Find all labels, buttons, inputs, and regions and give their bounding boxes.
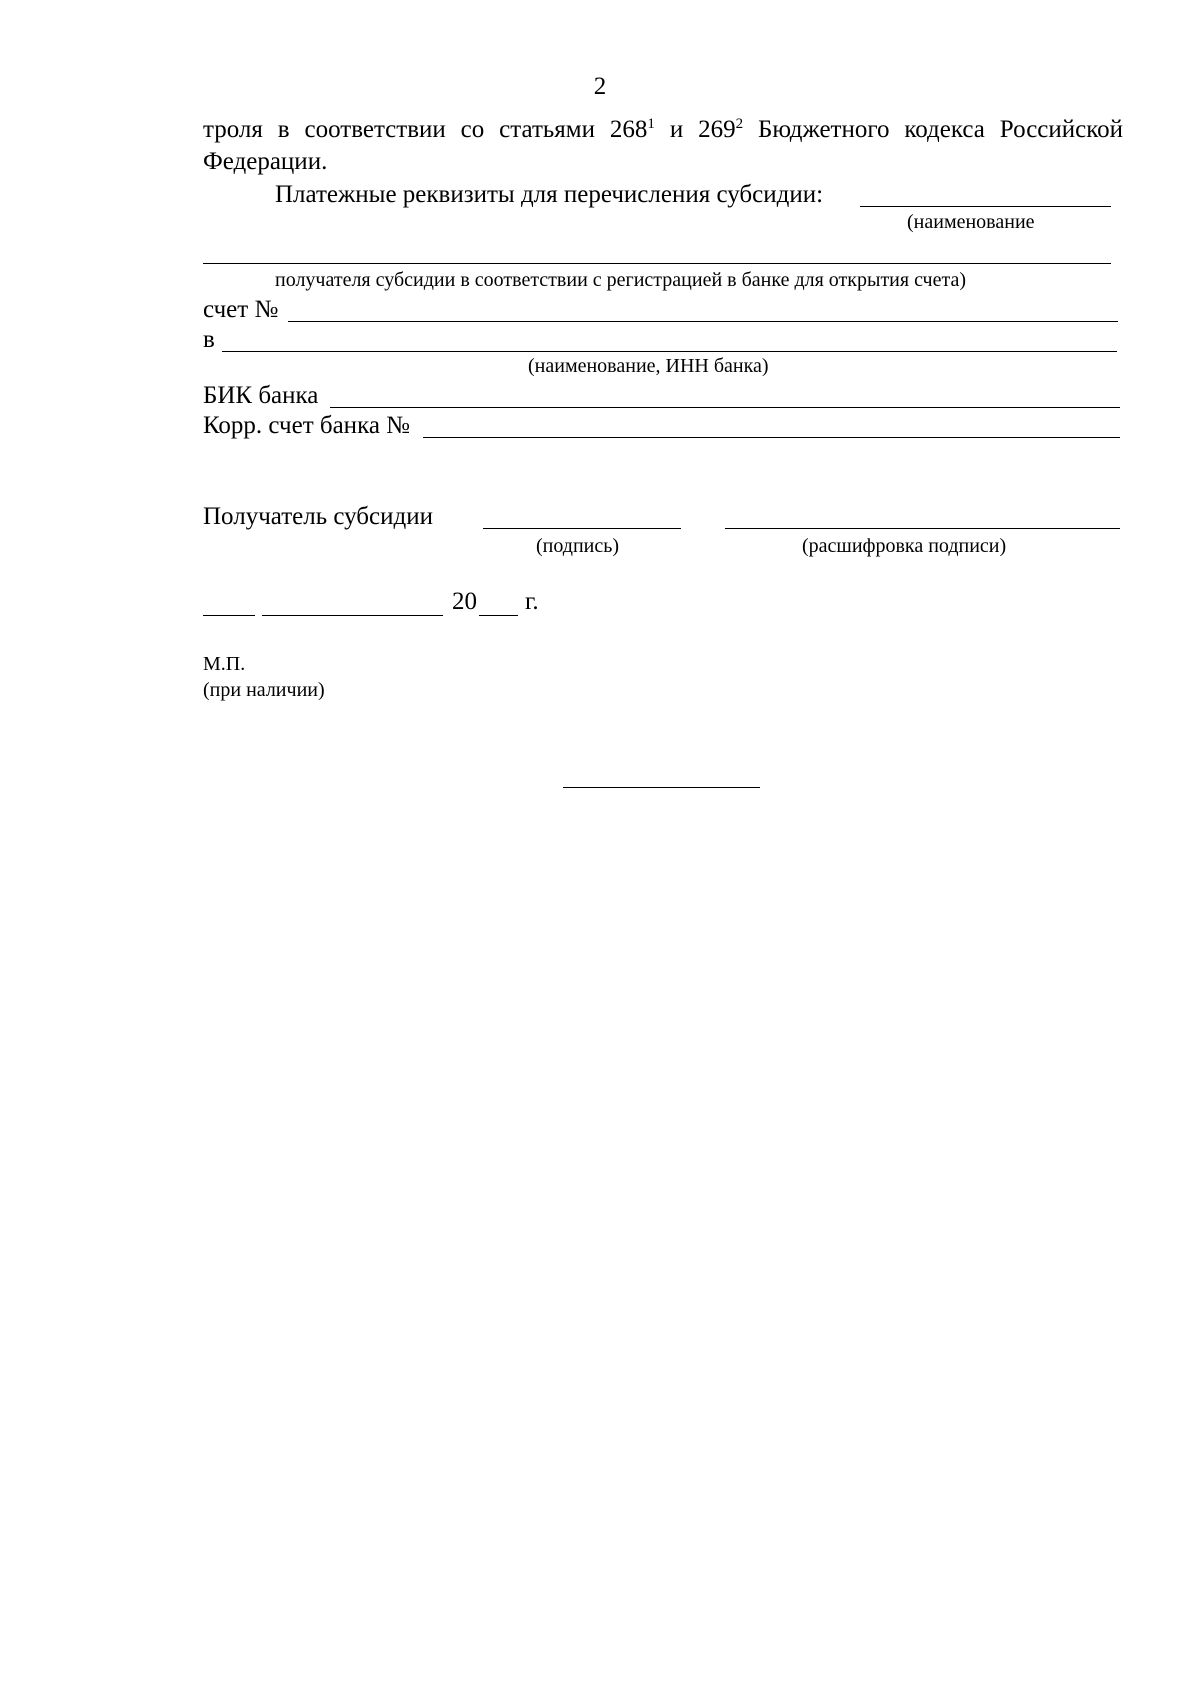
hint-signature-decoding: (расшифровка подписи)	[802, 535, 1007, 557]
intro-paragraph-line-2: Федерации.	[203, 148, 328, 175]
date-year-suffix: г.	[525, 588, 539, 615]
hint-recipient: получателя субсидии в соответствии с регистрацией в банке для открытия счета)	[275, 269, 967, 291]
superscript-2: 2	[735, 116, 744, 132]
payment-details-label: Платежные реквизиты для перечисления субсидии:	[275, 181, 824, 208]
signature-decoding-blank-line	[725, 528, 1120, 529]
date-month-blank-line	[262, 615, 443, 616]
stamp-label: М.П.	[203, 653, 246, 675]
intro-text-start: троля в соответствии со статьями 268	[203, 116, 648, 143]
page-number: 2	[593, 73, 607, 100]
closing-separator-line	[563, 787, 760, 788]
recipient-name-blank-line	[203, 263, 1111, 264]
account-number-blank-line	[288, 321, 1118, 322]
intro-text-end: Бюджетного кодекса Российской	[743, 116, 1123, 143]
bik-label: БИК банка	[203, 382, 319, 409]
superscript-1: 1	[647, 116, 655, 132]
date-day-blank-line	[203, 615, 255, 616]
recipient-signature-label: Получатель субсидии	[203, 503, 433, 530]
bik-blank-line	[330, 407, 1120, 408]
payment-details-blank-line	[860, 206, 1111, 207]
intro-text-mid: и 269	[654, 116, 736, 143]
correspondent-account-blank-line	[423, 437, 1120, 438]
intro-paragraph-line-1	[203, 115, 1123, 145]
hint-bank: (наименование, ИНН банка)	[528, 355, 769, 377]
bank-in-label: в	[203, 326, 215, 353]
stamp-note: (при наличии)	[203, 679, 325, 701]
hint-name: (наименование	[907, 211, 1035, 233]
signature-blank-line	[483, 528, 681, 529]
hint-signature: (подпись)	[536, 535, 620, 557]
date-year-prefix: 20	[452, 588, 477, 615]
account-number-label: счет №	[203, 296, 279, 323]
correspondent-account-label: Корр. счет банка №	[203, 412, 411, 439]
date-year-blank-line	[479, 615, 518, 616]
bank-name-blank-line	[222, 351, 1117, 352]
